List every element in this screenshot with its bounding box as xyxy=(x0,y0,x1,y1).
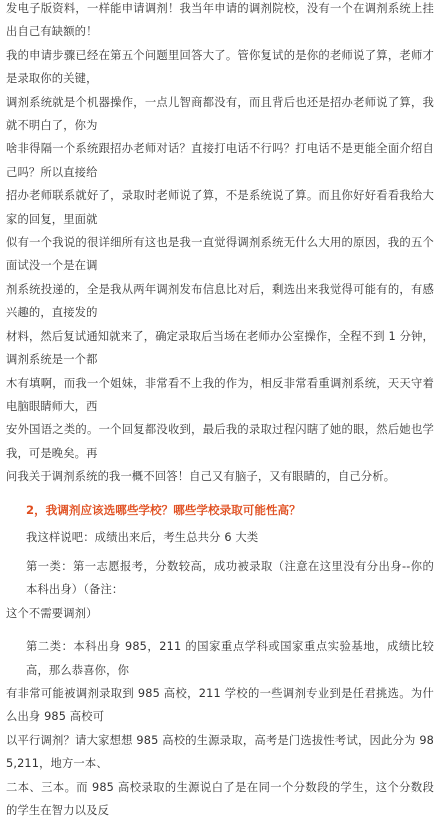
text-line: 啥非得隔一个系统跟招办老师对话？直接打电话不行吗？打电话不是更能全面介绍自己吗？所以直接给 xyxy=(6,142,434,179)
text-line: 调剂系统就是个机器操作，一点儿智商都没有，而且背后也还是招办老师说了算，我就不明白了，你为 xyxy=(6,95,434,133)
text-line: 第二类：本科出身 985，211 的国家重点学科或国家重点实验基地，成绩比较高，那么恭喜你，你 xyxy=(26,640,434,677)
paragraph-category-two xyxy=(0,635,440,822)
text-line: 有非常可能被调剂录取到 985 高校，211 学校的一些调剂专业到是任君挑选。为什么出身 985 高校可 xyxy=(6,686,434,724)
text-line: 第一类：第一志愿报考，分数较高，成功被录取（注意在这里没有分出身--你的本科出身）（备注： xyxy=(26,559,434,597)
text-line: 剂系统投递的，全是我从两年调剂发布信息比对后，剩选出来我觉得可能有的，有感兴趣的，直接发的 xyxy=(6,282,434,320)
section-heading: 2，我调剂应该选哪些学校？哪些学校录取可能性高？ xyxy=(26,502,301,517)
text-line: 问我关于调剂系统的我一概不回答！自己又有脑子，又有眼睛的，自己分析。 xyxy=(6,470,396,484)
text-line: 招办老师联系就好了，录取时老师说了算，不是系统说了算。而且你好好看看我给大家的回复，里面就 xyxy=(6,189,434,226)
paragraph-intro: 我这样说吧：成绩出来后，考生总共分 6 大类 xyxy=(26,530,259,544)
paragraph-category-one xyxy=(0,555,440,625)
text-line: 二本、三本。而 985 高校录取的生源说白了是在同一个分数段的学生，这个分数段的学生在智力以及反 xyxy=(6,780,434,817)
text-line: 木有填啊，而我一个姐妹，非常看不上我的作为，相反非常看重调剂系统，天天守着电脑眼睛师大，西 xyxy=(6,376,434,413)
text-line: 安外国语之类的。一个回复都没收到，最后我的录取过程闪瞎了她的眼，然后她也学我，可是晚矣。再 xyxy=(6,423,434,460)
text-line: 这个不需要调剂） xyxy=(6,606,98,620)
text-line: 发电子版资料，一样能申请调剂！我当年申请的调剂院校，没有一个在调剂系统上挂出自己有缺额的！ xyxy=(6,2,434,39)
text-line: 材料，然后复试通知就来了，确定录取后当场在老师办公室操作，全程不到 1 分钟，调剂系统是一个都 xyxy=(6,329,434,367)
text-line: 我的申请步骤已经在第五个问题里回答大了。管你复试的是你的老师说了算，老师才是录取你的关键， xyxy=(6,48,434,86)
text-line: 以平行调剂？请大家想想 985 高校的生源录取，高考是门选拔性考试，因此分为 985,211，地方一本、 xyxy=(6,733,434,771)
text-line: 似有一个我说的很详细所有这也是我一直觉得调剂系统无什么大用的原因，我的五个面试没一个是在调 xyxy=(6,236,434,273)
